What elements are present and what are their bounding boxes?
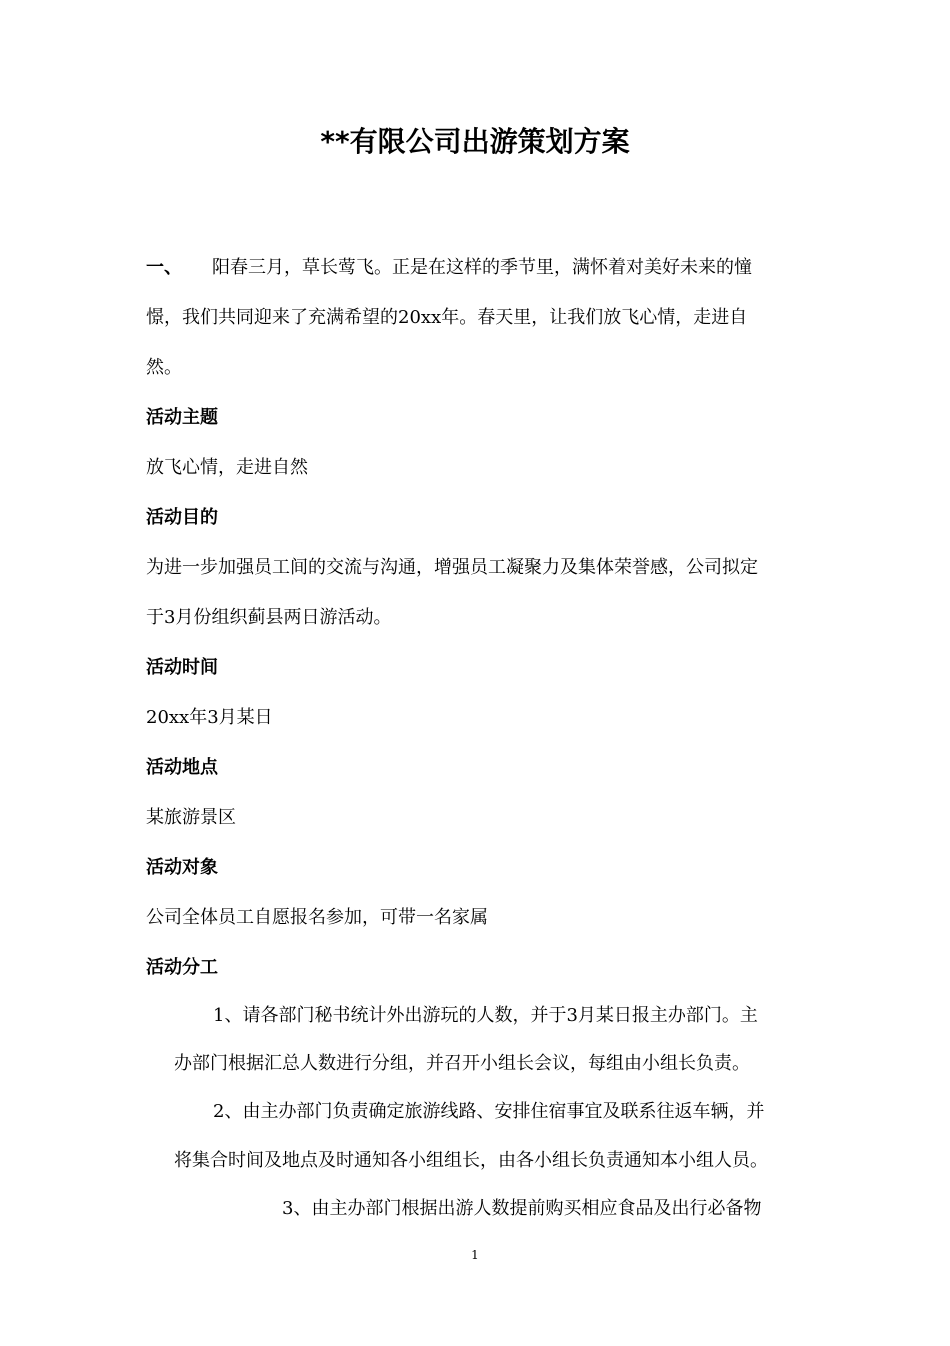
intro-text-1: 阳春三月，草长莺飞。正是在这样的季节里，满怀着对美好未来的憧 bbox=[212, 257, 752, 278]
time-text: 20xx年3月某日 bbox=[146, 707, 273, 728]
purpose-line-2: 于3月份组织蓟县两日游活动。 bbox=[146, 607, 392, 628]
division-item-3-line-1: 3、由主办部门根据出游人数提前购买相应食品及出行必备物 bbox=[282, 1198, 762, 1219]
division-heading: 活动分工 bbox=[146, 957, 218, 978]
division-item-2-line-1: 2、由主办部门负责确定旅游线路、安排住宿事宜及联系往返车辆，并 bbox=[213, 1101, 765, 1122]
theme-heading: 活动主题 bbox=[146, 407, 218, 428]
intro-line-1 bbox=[146, 243, 806, 293]
place-heading: 活动地点 bbox=[146, 757, 218, 778]
intro-line-2: 憬，我们共同迎来了充满希望的20xx年。春天里，让我们放飞心情，走进自 bbox=[146, 307, 748, 328]
intro-line-3: 然。 bbox=[146, 357, 182, 378]
division-item-1-line-2: 办部门根据汇总人数进行分组，并召开小组长会议，每组由小组长负责。 bbox=[174, 1053, 750, 1074]
division-item-1-line-1: 1、请各部门秘书统计外出游玩的人数，并于3月某日报主办部门。主 bbox=[213, 1005, 758, 1026]
purpose-line-1: 为进一步加强员工间的交流与沟通，增强员工凝聚力及集体荣誉感，公司拟定 bbox=[146, 557, 758, 578]
document-title: **有限公司出游策划方案 bbox=[320, 125, 630, 158]
place-text: 某旅游景区 bbox=[146, 807, 236, 828]
division-item-2-line-2: 将集合时间及地点及时通知各小组组长，由各小组长负责通知本小组人员。 bbox=[174, 1150, 768, 1171]
target-text: 公司全体员工自愿报名参加，可带一名家属 bbox=[146, 907, 488, 928]
purpose-heading: 活动目的 bbox=[146, 507, 218, 528]
time-heading: 活动时间 bbox=[146, 657, 218, 678]
theme-text: 放飞心情，走进自然 bbox=[146, 457, 308, 478]
page-number: 1 bbox=[471, 1248, 479, 1262]
target-heading: 活动对象 bbox=[146, 857, 218, 878]
section-number: 一、 bbox=[146, 257, 182, 278]
